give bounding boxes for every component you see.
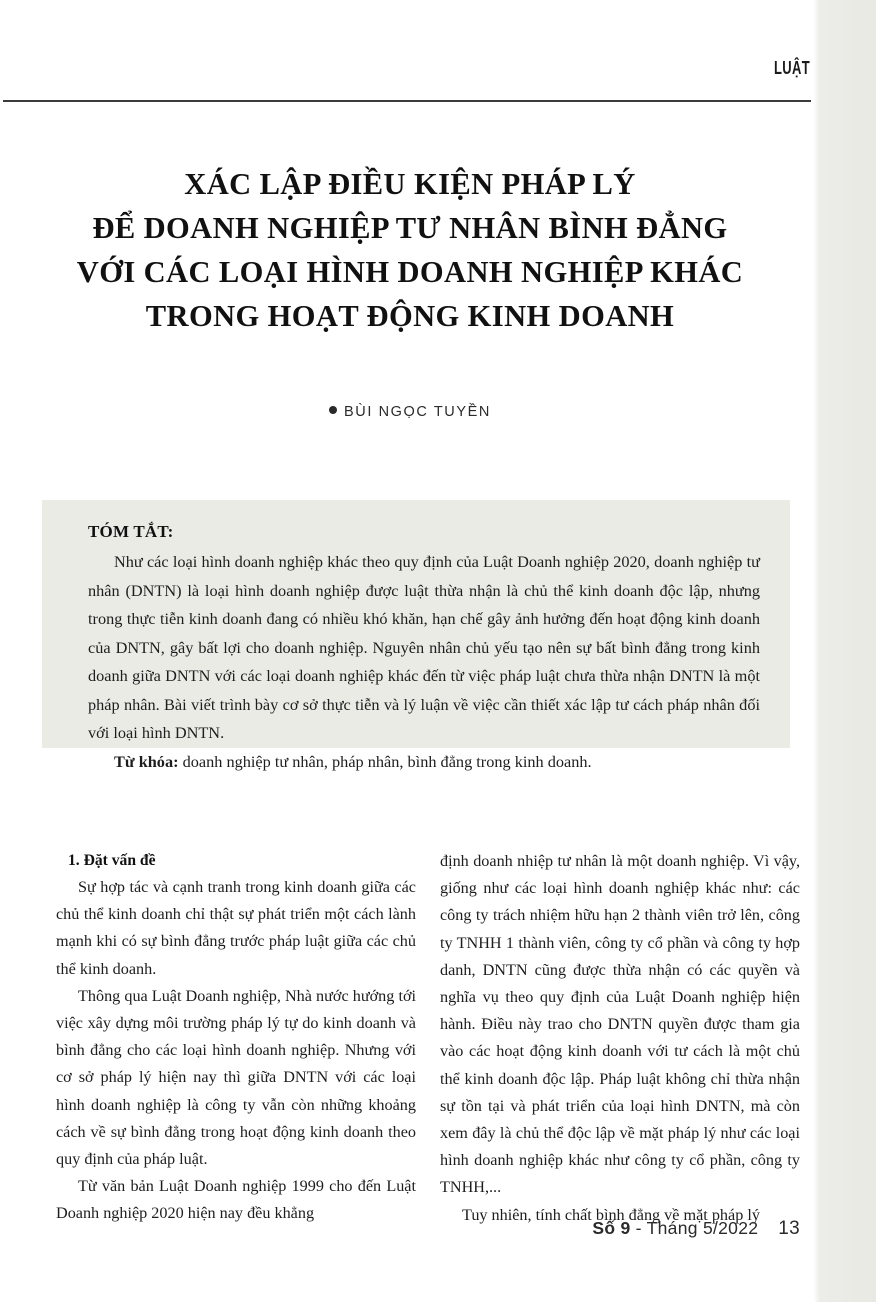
header-rule-divider <box>3 100 811 102</box>
author-byline <box>28 404 792 420</box>
title-line-4: TRONG HOẠT ĐỘNG KINH DOANH <box>145 299 675 333</box>
page-number: 13 <box>778 1218 800 1239</box>
abstract-panel <box>42 500 790 771</box>
issue-number: Số 9 <box>592 1218 631 1238</box>
running-head-section: LUẬT <box>774 58 810 78</box>
issue-date: Tháng 5/2022 <box>646 1218 759 1238</box>
title-line-1: XÁC LẬP ĐIỀU KIỆN PHÁP LÝ <box>184 167 636 201</box>
footer-separator: - <box>630 1218 647 1238</box>
abstract-heading: TÓM TẮT: <box>88 522 174 541</box>
right-paragraph-2: Tuy nhiên, tính chất bình đẳng về mặt pháp lý <box>462 1205 760 1224</box>
title-line-2: ĐỂ DOANH NGHIỆP TƯ NHÂN BÌNH ĐẲNG <box>92 211 728 245</box>
body-column-left <box>56 848 416 1223</box>
body-columns <box>56 848 800 1224</box>
section-heading-1: 1. Đặt vấn đề <box>68 852 156 869</box>
left-paragraph-3: Từ văn bản Luật Doanh nghiệp 1999 cho đến Luật Doanh nghiệp 2020 hiện nay đều khẳng <box>56 1177 416 1223</box>
title-line-3: VỚI CÁC LOẠI HÌNH DOANH NGHIỆP KHÁC <box>76 255 744 289</box>
left-paragraph-1: Sự hợp tác và cạnh tranh trong kinh doanh giữa các chủ thể kinh doanh chỉ thật sự phát triển một cách lành mạnh khi có sự bình đẳng trước pháp luật giữa các chủ thể kinh doanh. <box>56 878 416 978</box>
abstract-keywords <box>88 748 760 777</box>
page-footer <box>0 1218 800 1240</box>
abstract-body-text: Như các loại hình doanh nghiệp khác theo quy định của Luật Doanh nghiệp 2020, doanh nghiệp tư nhân (DNTN) là loại hình doanh nghiệp được luật thừa nhận là chủ thể kinh doanh độc lập, nhưng trong thực tiễn kinh doanh đang có nhiều khó khăn, hạn chế gây ảnh hưởng đến hoạt động kinh doanh của DNTN, gây bất lợi cho doanh nghiệp. Nguyên nhân chủ yếu tạo nên sự bất bình đẳng trong kinh doanh giữa DNTN với các loại doanh nghiệp khác đến từ việc pháp luật chưa thừa nhận DNTN là một pháp nhân. Bài viết trình bày cơ sở thực tiễn và lý luận về việc cần thiết xác lập tư cách pháp nhân đối với loại hình DNTN. <box>88 552 760 742</box>
author-name: BÙI NGỌC TUYỀN <box>343 404 491 420</box>
right-paragraph-1: định doanh nhiệp tư nhân là một doanh nghiệp. Vì vậy, giống như các loại hình doanh nghiệp khác như: các công ty trách nhiệm hữu hạn 2 thành viên trở lên, công ty TNHH 1 thành viên, công ty cổ phần và công ty hợp danh, DNTN cũng được thừa nhận có các quyền và nghĩa vụ theo quy định của Luật Doanh nghiệp hiện hành. Điều này trao cho DNTN quyền được tham gia vào các hoạt động kinh doanh với tư cách là một chủ thể kinh doanh độc lập. Pháp luật không chỉ thừa nhận sự tồn tại và phát triển của loại hình DNTN, mà còn xem đây là chủ thể độc lập về mặt pháp lý như các loại hình doanh nghiệp khác như công ty cổ phần, công ty TNHH,... <box>440 852 800 1197</box>
left-paragraph-2: Thông qua Luật Doanh nghiệp, Nhà nước hướng tới việc xây dựng môi trường pháp lý tự do kinh doanh và bình đẳng cho các loại hình doanh nghiệp. Nhưng với cơ sở pháp lý hiện nay thì giữa DNTN với các loại hình doanh nghiệp là công ty vẫn còn những khoảng cách về sự bình đẳng trong hoạt động kinh doanh theo quy định của pháp luật. <box>56 986 416 1169</box>
body-column-right <box>440 848 800 1224</box>
bullet-icon <box>329 406 337 414</box>
keywords-label: Từ khóa: <box>114 751 179 771</box>
keywords-values: doanh nghiệp tư nhân, pháp nhân, bình đẳng trong kinh doanh. <box>178 751 592 771</box>
article-title <box>28 162 792 338</box>
